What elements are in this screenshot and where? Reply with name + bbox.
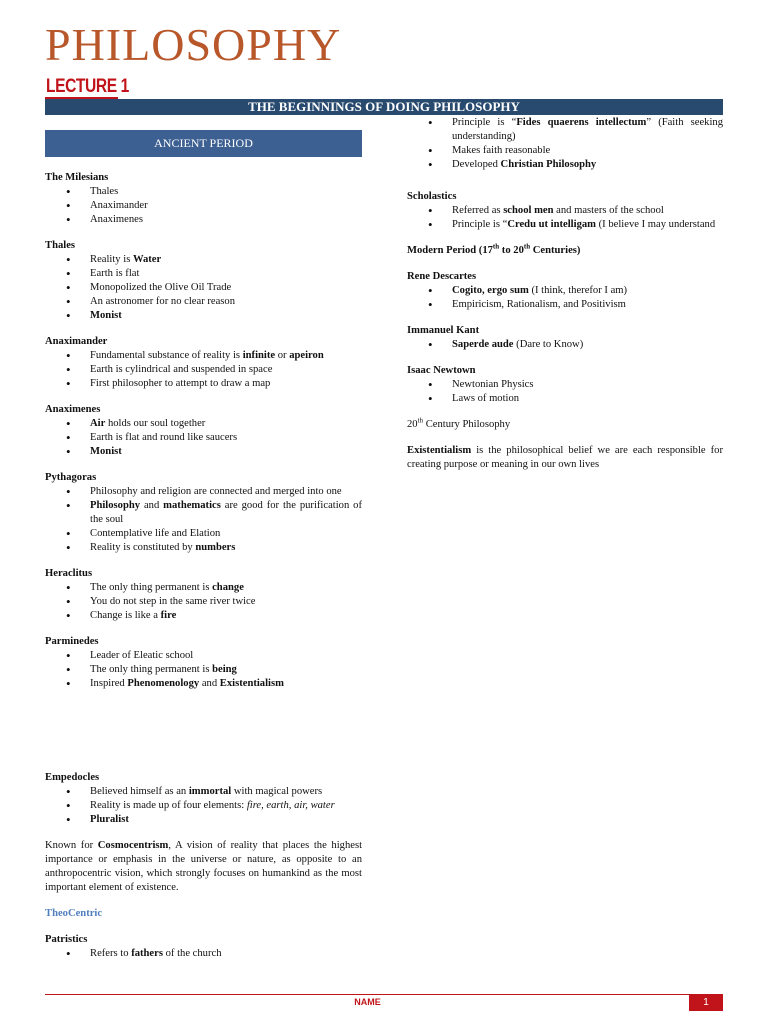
text: ” (Faith seeking understanding) [452,117,723,142]
heraclitus-section [45,567,362,623]
list-item [45,253,362,267]
text: of the church [162,948,222,959]
text: Century Philosophy [423,419,511,430]
list-item [45,677,362,691]
text: Principle is “ [452,117,517,128]
bold-text: Monist [90,310,122,321]
list-item [45,799,362,813]
section-heading: Anaximander [45,336,108,347]
text: Refers to [90,948,132,959]
section-heading: Heraclitus [45,568,93,579]
text: are good for the purification of the soul [90,500,362,525]
right-column [407,116,723,472]
bold-text: Christian Philosophy [500,159,597,170]
bold-text: Credu ut intelligam [507,219,596,230]
list-item [45,349,362,363]
text: The only thing permanent is [90,582,213,593]
bold-text: Existentialism [407,445,472,456]
list-item [407,338,723,352]
bold-text: Existentialism [219,678,284,689]
list-item [45,785,362,799]
descartes-list [407,284,723,312]
document-title: PHILOSOPHY [45,19,342,70]
page-number: 1 [689,994,723,1011]
section-heading: Empedocles [45,772,100,783]
bold-text: infinite [242,350,276,361]
modern-period-heading [407,244,723,258]
text: Principle is “ [452,219,508,230]
list-item [407,116,723,144]
list-item [407,158,723,172]
scholastics-list [407,204,723,232]
list-item: • Earth is flat [45,267,362,281]
text: Centuries) [530,245,581,256]
text: Modern Period (17 [407,245,493,256]
text: Change is like a [90,610,161,621]
list-item [45,541,362,555]
empedocles-list [45,785,362,827]
text: with magical powers [231,786,323,797]
text: and masters of the school [553,205,664,216]
list-item [45,445,362,459]
bold-text: fire [160,610,177,621]
left-column [45,171,362,961]
list-item: • Leader of Eleatic school [45,649,362,663]
parminedes-list [45,649,362,691]
list-item: • Makes faith reasonable [407,144,723,158]
bold-text: Phenomenology [127,678,200,689]
anaximander-list [45,349,362,391]
heraclitus-list [45,581,362,623]
text: 20 [407,419,418,430]
section-heading: The Milesians [45,172,109,183]
anaximenes-list [45,417,362,459]
list-item: • Earth is cylindrical and suspended in space [45,363,362,377]
patristics-continued [407,116,723,172]
scholastics-section [407,190,723,232]
text: holds our soul together [105,418,206,429]
text: Known for [45,840,98,851]
bold-text: mathematics [163,500,221,511]
italic-text: fire, earth, air, water [246,800,335,811]
text: The only thing permanent is [90,664,213,675]
text: to 20 [499,245,524,256]
bold-text: Cosmocentrism [97,840,169,851]
bold-text: numbers [195,542,236,553]
section-heading: Anaximenes [45,404,101,415]
anaximenes-section [45,403,362,459]
list-item: • First philosopher to attempt to draw a map [45,377,362,391]
list-item [45,663,362,677]
existentialism-paragraph [407,444,723,472]
bold-text: apeiron [289,350,324,361]
text: Referred as [452,205,504,216]
section-heading: Parminedes [45,636,99,647]
pythagoras-list [45,485,362,555]
section-heading: Isaac Newtown [407,365,476,376]
text: (Dare to Know) [513,339,584,350]
text: Developed [452,159,501,170]
superscript: th [492,242,500,251]
thales-section [45,239,362,323]
patristics-list-continued [407,116,723,172]
list-item: • Anaximander [45,199,362,213]
text: and [199,678,220,689]
list-item [45,499,362,527]
pythagoras-section [45,471,362,555]
footer-name: NAME [354,997,381,1007]
section-heading: Pythagoras [45,472,97,483]
list-item: • An astronomer for no clear reason [45,295,362,309]
anaximander-section [45,335,362,391]
list-item [45,309,362,323]
list-item: • Philosophy and religion are connected and merged into one [45,485,362,499]
patristics-section [45,933,362,961]
bold-text: Monist [90,446,122,457]
bold-text: Water [132,254,162,265]
bold-text: fathers [131,948,163,959]
list-item: • Empiricism, Rationalism, and Positivism [407,298,723,312]
section-banner: THE BEGINNINGS OF DOING PHILOSOPHY [45,99,723,115]
ancient-period-heading: ANCIENT PERIOD [45,130,362,157]
text: and [140,500,164,511]
section-heading: Patristics [45,934,88,945]
cosmocentrism-paragraph [45,839,362,895]
list-item: • Earth is flat and round like saucers [45,431,362,445]
text: or [275,350,290,361]
text: (I think, therefor I am) [528,285,628,296]
footer-divider [45,994,723,995]
bold-text: Cogito, ergo sum [452,285,529,296]
text: (I believe I may understand [596,219,716,230]
patristics-list [45,947,362,961]
list-item: • Laws of motion [407,392,723,406]
bold-text: Saperde aude [452,339,514,350]
list-item [407,204,723,218]
bold-text: being [212,664,237,675]
thales-list [45,253,362,323]
bold-text: change [212,582,244,593]
text: Reality is [90,254,133,265]
section-heading: Immanuel Kant [407,325,480,336]
list-item: • Contemplative life and Elation [45,527,362,541]
text: Reality is constituted by [90,542,196,553]
century-heading [407,418,723,432]
text: Reality is made up of four elements: [90,800,247,811]
text: Fundamental substance of reality is [90,350,243,361]
milesians-list [45,185,362,227]
list-item [407,284,723,298]
bold-text: Pluralist [90,814,129,825]
theocentric-heading: TheoCentric [45,908,103,919]
bold-text: immortal [188,786,232,797]
list-item: • Newtonian Physics [407,378,723,392]
superscript: th [417,416,424,425]
bold-text: school men [503,205,554,216]
parminedes-section [45,635,362,691]
list-item [45,609,362,623]
text: Believed himself as an [90,786,189,797]
newton-list [407,378,723,406]
text: , A vision of reality that places the highest importance or emphasis in the universe or nature, as opposite to an anthropocentric vision, which strongly focuses on humankind as the most important element of existence. [45,840,363,893]
list-item [45,947,362,961]
bold-text: Air [90,418,106,429]
descartes-section [407,270,723,312]
superscript: th [523,242,531,251]
list-item: • Monopolized the Olive Oil Trade [45,281,362,295]
lecture-label: LECTURE 1 [46,76,129,97]
list-item [45,581,362,595]
list-item: • You do not step in the same river twice [45,595,362,609]
bold-text: Philosophy [90,500,141,511]
newton-section [407,364,723,406]
list-item: • Anaximenes [45,213,362,227]
bold-text: Fides quaerens intellectum [516,117,647,128]
section-heading: Rene Descartes [407,271,477,282]
section-heading: Scholastics [407,191,457,202]
empedocles-section [45,771,362,827]
list-item: • Thales [45,185,362,199]
milesians-section [45,171,362,227]
text: is the philosophical belief we are each responsible for creating purpose or meaning in our own lives [407,445,723,470]
text: Inspired [90,678,128,689]
kant-section [407,324,723,352]
list-item [45,813,362,827]
list-item [407,218,723,232]
kant-list [407,338,723,352]
list-item [45,417,362,431]
section-heading: Thales [45,240,76,251]
